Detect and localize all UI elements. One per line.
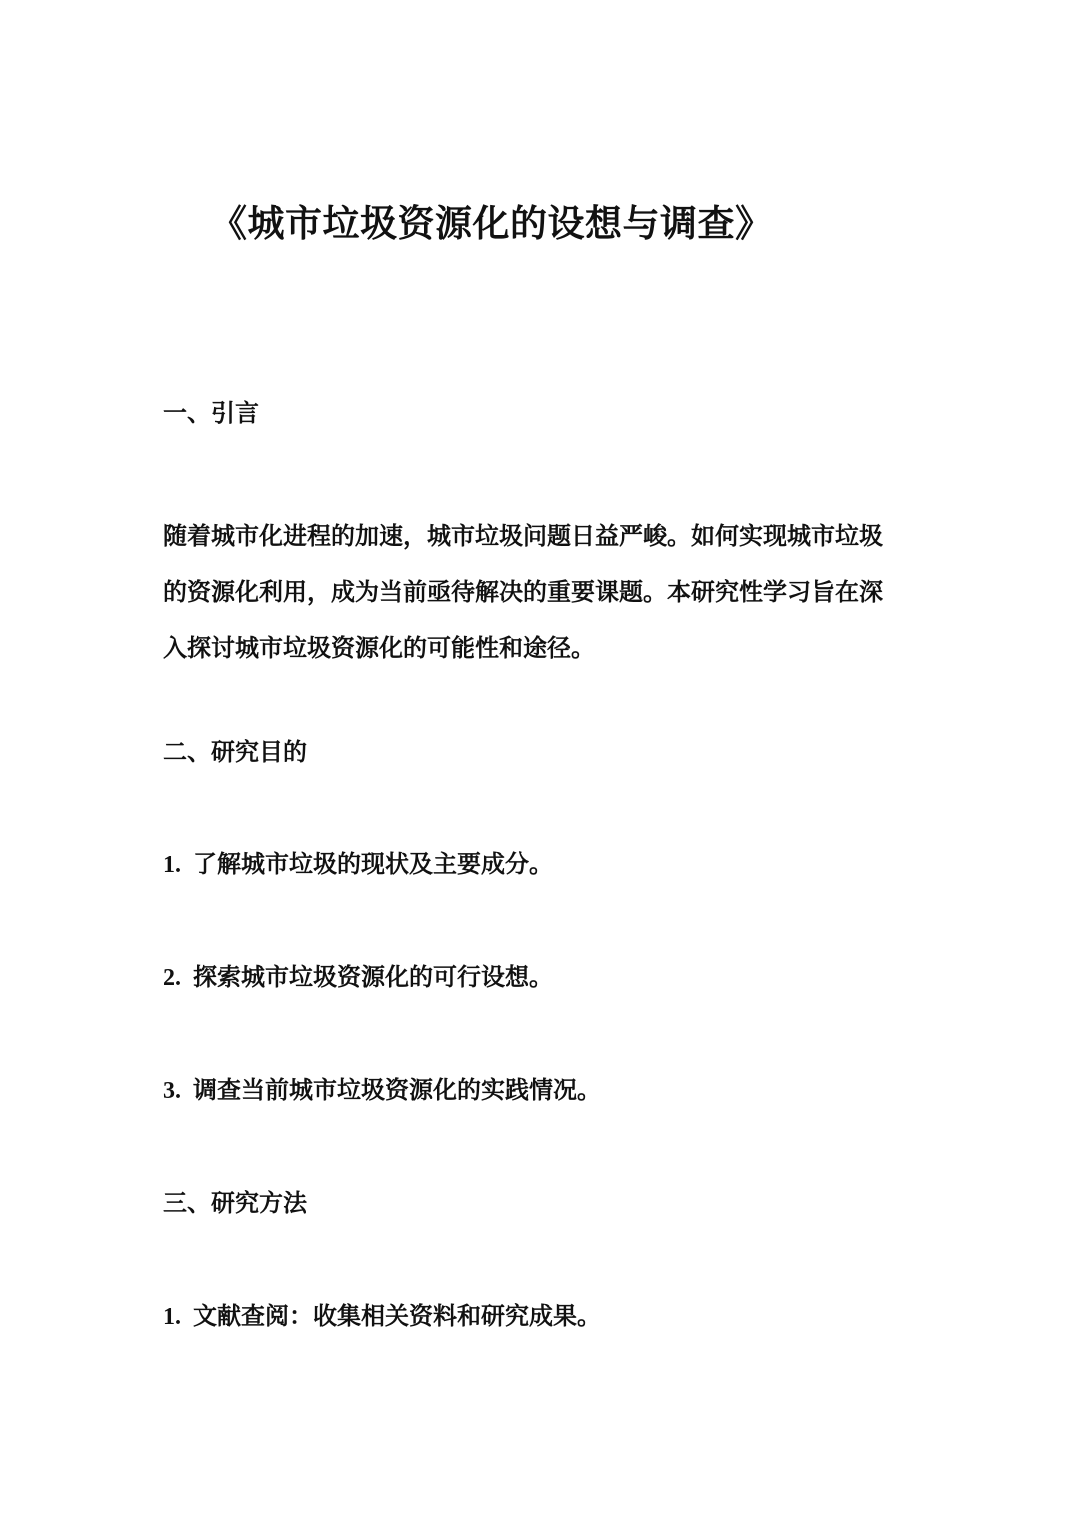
list-number: 1. bbox=[163, 1304, 181, 1330]
list-item bbox=[163, 960, 553, 995]
list-number: 2. bbox=[163, 965, 181, 991]
section-heading-purpose: 二、研究目的 bbox=[163, 738, 307, 766]
list-item bbox=[163, 1299, 601, 1334]
intro-paragraph bbox=[163, 508, 923, 676]
list-number: 3. bbox=[163, 1078, 181, 1104]
list-text: 文献查阅：收集相关资料和研究成果。 bbox=[193, 1302, 601, 1330]
paragraph-line: 随着城市化进程的加速，城市垃圾问题日益严峻。如何实现城市垃圾 bbox=[163, 522, 883, 550]
document-title: 《城市垃圾资源化的设想与调查》 bbox=[210, 202, 773, 245]
list-item bbox=[163, 1073, 601, 1108]
list-number: 1. bbox=[163, 852, 181, 878]
paragraph-line: 入探讨城市垃圾资源化的可能性和途径。 bbox=[163, 634, 595, 662]
list-text: 调查当前城市垃圾资源化的实践情况。 bbox=[193, 1076, 601, 1104]
paragraph-line: 的资源化利用，成为当前亟待解决的重要课题。本研究性学习旨在深 bbox=[163, 578, 883, 606]
section-heading-intro: 一、引言 bbox=[163, 399, 259, 427]
list-text: 探索城市垃圾资源化的可行设想。 bbox=[193, 963, 553, 991]
list-text: 了解城市垃圾的现状及主要成分。 bbox=[193, 850, 553, 878]
section-heading-method: 三、研究方法 bbox=[163, 1189, 307, 1217]
list-item bbox=[163, 847, 553, 882]
